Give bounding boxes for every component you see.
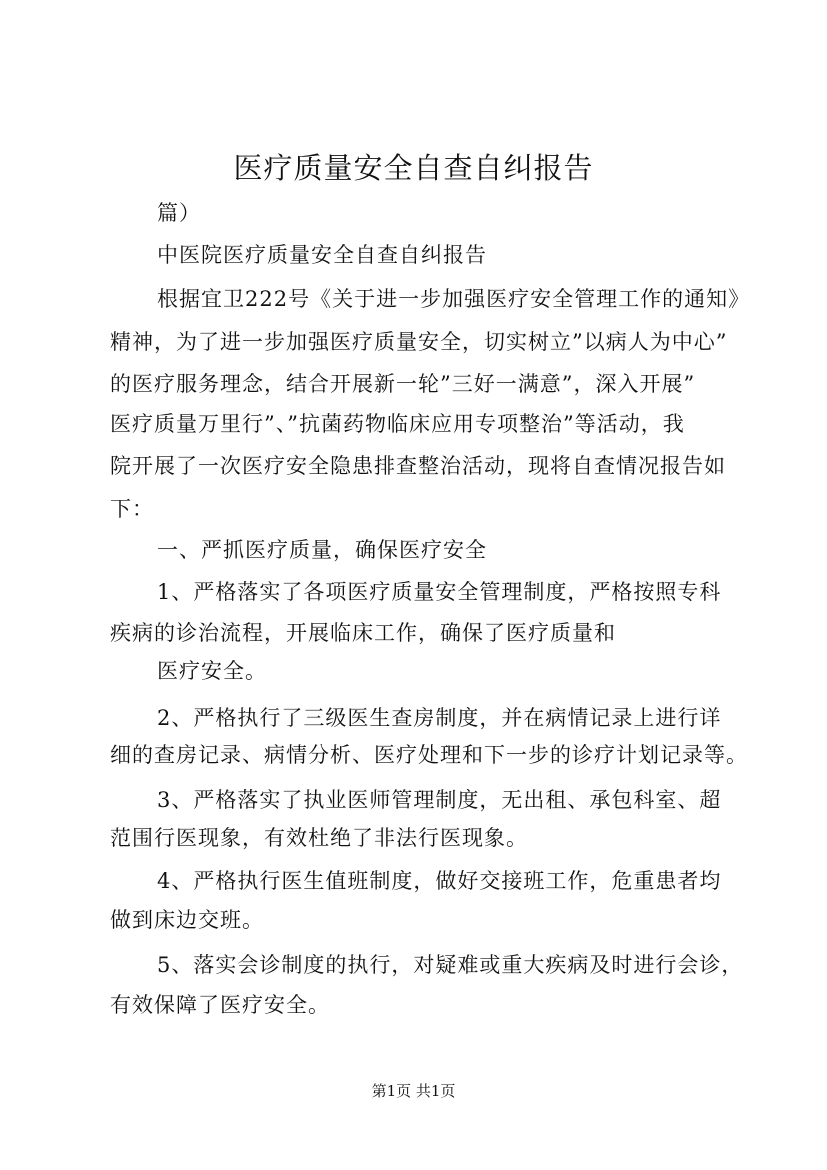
text-line-subtitle: 中医院医疗质量安全自查自纠报告 bbox=[157, 243, 487, 267]
item-1-line-2: 疾病的诊治流程，开展临床工作，确保了医疗质量和 bbox=[110, 621, 616, 645]
item-3-line-2: 范围行医现象，有效杜绝了非法行医现象。 bbox=[110, 826, 528, 850]
text-line-6: 下： bbox=[110, 497, 154, 521]
item-1-line-3: 医疗安全。 bbox=[157, 659, 267, 683]
text-line-2: 精神，为了进一步加强医疗质量安全，切实树立”以病人为中心” bbox=[110, 330, 728, 354]
text-line-4: 医疗质量万里行”、”抗菌药物临床应用专项整治”等活动，我 bbox=[110, 412, 685, 436]
page-footer: 第1页 共1页 bbox=[371, 1082, 456, 1100]
text-line-1: 根据宜卫222号《关于进一步加强医疗安全管理工作的通知》 bbox=[157, 287, 751, 311]
item-2-line-2: 细的查房记录、病情分析、医疗处理和下一步的诊疗计划记录等。 bbox=[110, 743, 748, 767]
item-4-line-1: 4、严格执行医生值班制度，做好交接班工作，危重患者均 bbox=[157, 869, 722, 893]
item-5-line-1: 5、落实会诊制度的执行，对疑难或重大疾病及时进行会诊， bbox=[157, 953, 744, 977]
text-line-3: 的医疗服务理念，结合开展新一轮”三好一满意”，深入开展” bbox=[110, 372, 696, 396]
item-3-line-1: 3、严格落实了执业医师管理制度，无出租、承包科室、超 bbox=[157, 788, 722, 812]
item-1-line-1: 1、严格落实了各项医疗质量安全管理制度，严格按照专科 bbox=[157, 580, 722, 604]
item-4-line-2: 做到床边交班。 bbox=[110, 908, 264, 932]
document-title: 医疗质量安全自查自纠报告 bbox=[233, 151, 594, 185]
item-2-line-1: 2、严格执行了三级医生查房制度，并在病情记录上进行详 bbox=[157, 706, 722, 730]
text-line-fragment: 篇） bbox=[157, 201, 201, 225]
text-line-5: 院开展了一次医疗安全隐患排查整治活动，现将自查情况报告如 bbox=[110, 454, 726, 478]
section-heading: 一、严抓医疗质量，确保医疗安全 bbox=[157, 538, 487, 562]
item-5-line-2: 有效保障了医疗安全。 bbox=[110, 993, 330, 1017]
